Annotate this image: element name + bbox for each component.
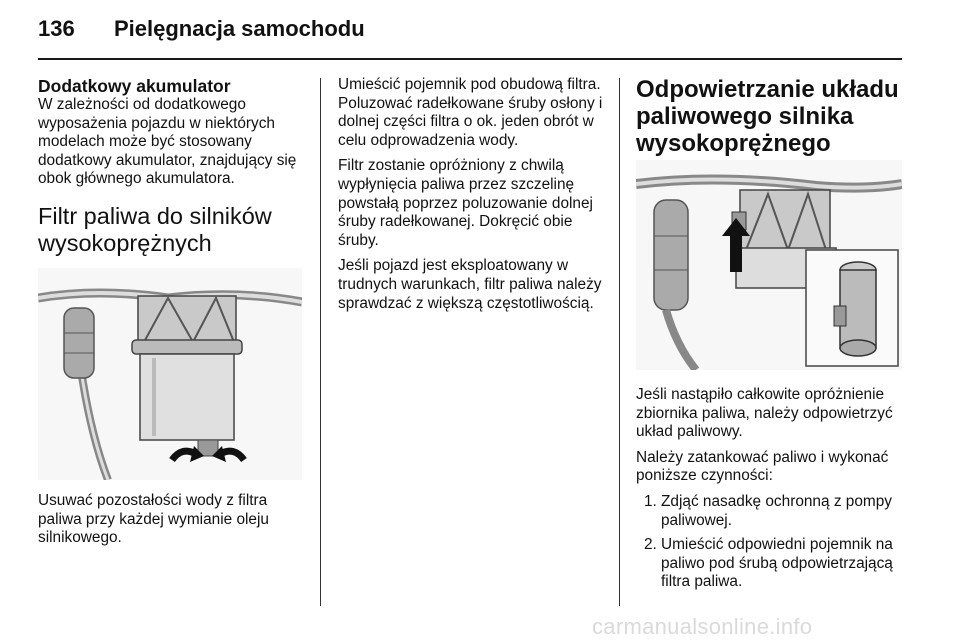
bleeding-text xyxy=(636,386,904,598)
step-number: 1. xyxy=(644,492,657,510)
section-title-fuel-filter: Filtr paliwa do silników wysokoprężnych xyxy=(38,202,272,256)
step-item xyxy=(636,536,904,592)
step-text: Umieścić odpowiedni pojemnik na paliwo pod śrubą odpowietrzającą filtra paliwa. xyxy=(661,536,893,591)
column-3 xyxy=(636,76,904,157)
step-item xyxy=(636,493,904,530)
fuel-filter-illustration xyxy=(38,268,302,480)
column-divider-2 xyxy=(619,78,620,606)
step-text: Zdjąć nasadkę ochronną z pompy paliwowej. xyxy=(661,492,892,529)
additional-battery-text: W zależności od dodatkowego wyposażenia pojazdu w niektórych modelach może być stosowany dodatkowy akumulator, znajdujący się obok głównego akumulatora. xyxy=(38,96,297,188)
bleeding-paragraph-2: Należy zatankować paliwo i wykonać poniższe czynności: xyxy=(636,448,889,485)
bleeding-paragraph-1: Jeśli nastąpiło całkowite opróżnienie zbiornika paliwa, należy odpowietrzyć układ paliwowy. xyxy=(636,386,893,441)
page-number: 136 xyxy=(38,16,75,41)
caption-text: Usuwać pozostałości wody z filtra paliwa przy każdej wymianie oleju silnikowego. xyxy=(38,492,269,547)
header-rule xyxy=(38,58,902,60)
page-header xyxy=(38,14,898,50)
watermark: carmanualsonline.info xyxy=(592,614,813,639)
column-2 xyxy=(338,76,604,320)
paragraph-2: Filtr zostanie opróżniony z chwilą wypłynięcia paliwa przez szczelinę powstałą poprzez poluzowanie dolnej śruby radełkowanej. Dokręcić obie śruby. xyxy=(338,157,593,249)
subheading-additional-battery: Dodatkowy akumulator xyxy=(38,76,231,96)
step-number: 2. xyxy=(644,536,657,554)
page-title: Pielęgnacja samochodu xyxy=(114,16,365,41)
bleed-screw-illustration xyxy=(636,160,902,370)
paragraph-3: Jeśli pojazd jest eksploatowany w trudnych warunkach, filtr paliwa należy sprawdzać z większą częstotliwością. xyxy=(338,257,602,312)
section-title-bleeding: Odpowietrzanie układu paliwowego silnika wysokoprężnego xyxy=(636,76,899,157)
bleeding-steps xyxy=(636,493,904,592)
fuel-filter-caption xyxy=(38,492,300,555)
column-1 xyxy=(38,76,300,257)
paragraph-1: Umieścić pojemnik pod obudową filtra. Poluzować radełkowane śruby osłony i dolnej części filtra o ok. jeden obrót w celu odprowadzenia wody. xyxy=(338,76,603,149)
column-divider-1 xyxy=(320,78,321,606)
